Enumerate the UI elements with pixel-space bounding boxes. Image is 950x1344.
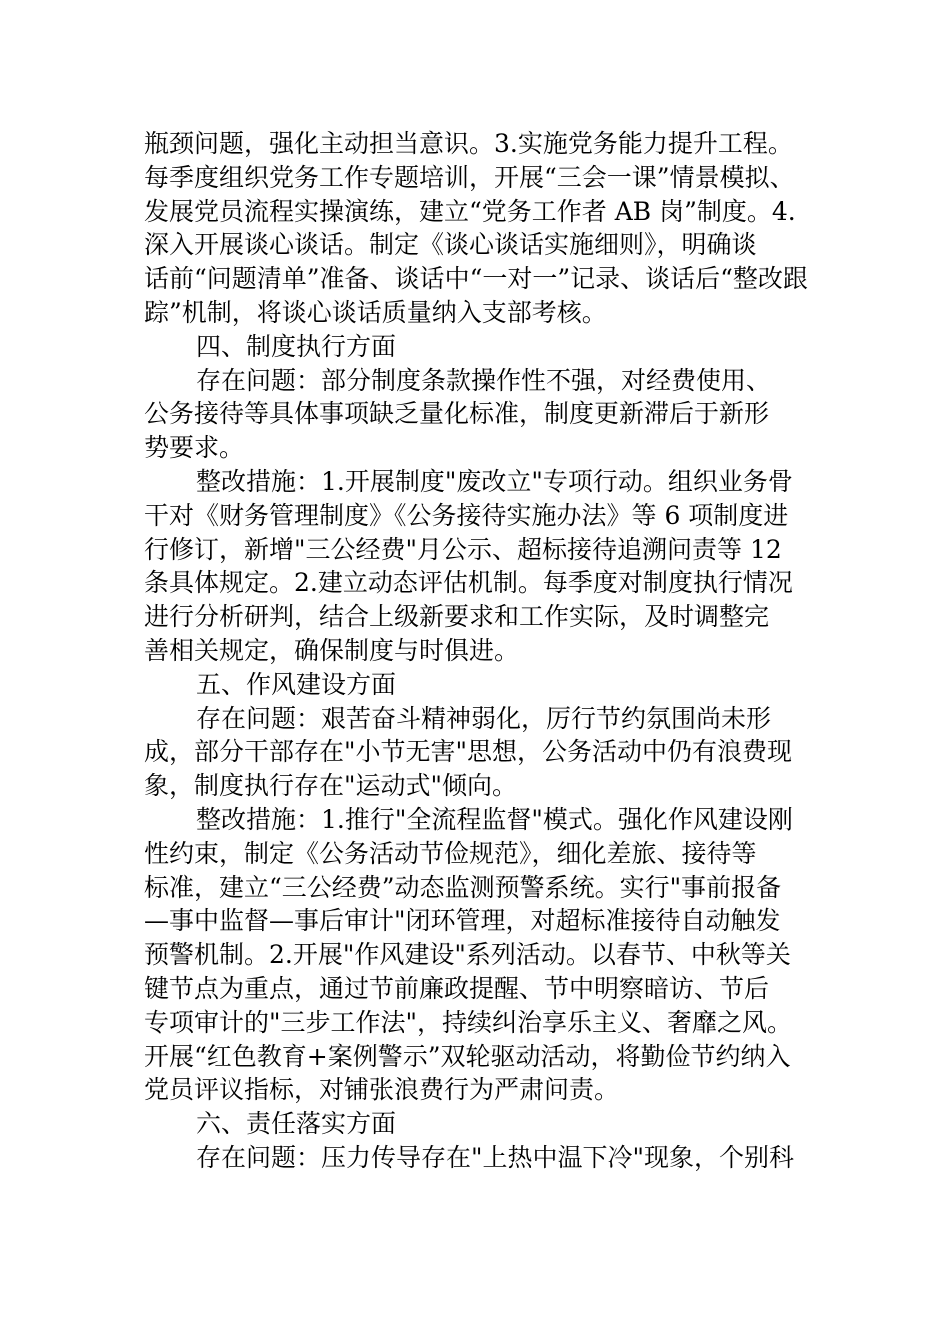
text-line: 瓶颈问题，强化主动担当意识。3.实施党务能力提升工程。: [144, 129, 793, 158]
text-line: 党员评议指标，对铺张浪费行为严肃问责。: [144, 1075, 620, 1105]
text-line: 势要求。: [144, 433, 245, 463]
text-line: 话前“问题清单”准备、谈话中“一对一”记录、谈话后“整改跟: [144, 264, 808, 294]
text-line: 五、作风建设方面: [196, 669, 397, 699]
text-line: 存在问题：部分制度条款操作性不强，对经费使用、: [196, 365, 772, 395]
text-line: 六、责任落实方面: [196, 1109, 397, 1139]
text-line: 性约束，制定《公务活动节俭规范》，细化差旅、接待等: [144, 838, 757, 868]
text-line: 每季度组织党务工作专题培训，开展“三会一课”情景模拟、: [144, 162, 795, 192]
text-line: 存在问题：压力传导存在"上热中温下冷"现象，个别科: [196, 1142, 795, 1172]
text-line: 踪”机制，将谈心谈话质量纳入支部考核。: [144, 297, 607, 327]
text-line: 存在问题：艰苦奋斗精神弱化，厉行节约氛围尚未形: [196, 703, 772, 733]
text-line: 专项审计的"三步工作法"，持续纠治享乐主义、奢靡之风。: [144, 1007, 793, 1037]
text-line: 干对《财务管理制度》《公务接待实施办法》等 6 项制度进: [144, 500, 789, 530]
text-line: 条具体规定。2.建立动态评估机制。每季度对制度执行情况: [144, 568, 793, 598]
document-body: [144, 127, 808, 1175]
text-line: 象，制度执行存在"运动式"倾向。: [144, 771, 517, 801]
text-line: 键节点为重点，通过节前廉政提醒、节中明察暗访、节后: [144, 973, 770, 1003]
text-line: 善相关规定，确保制度与时俱进。: [144, 635, 520, 665]
text-line: 公务接待等具体事项缺乏量化标准，制度更新滞后于新形: [144, 399, 770, 429]
text-line: 整改措施：1.推行"全流程监督"模式。强化作风建设刚: [196, 804, 793, 834]
text-line: —事中监督—事后审计"闭环管理，对超标准接待自动触发: [144, 906, 781, 936]
text-line: 标准，建立“三公经费”动态监测预警系统。实行"事前报备: [144, 872, 782, 902]
text-line: 整改措施：1.开展制度"废改立"专项行动。组织业务骨: [196, 466, 793, 496]
text-line: 行修订，新增"三公经费"月公示、超标接待追溯问责等 12: [144, 534, 782, 564]
text-line: 进行分析研判，结合上级新要求和工作实际，及时调整完: [144, 602, 770, 632]
text-line: 深入开展谈心谈话。制定《谈心谈话实施细则》，明确谈: [144, 230, 757, 260]
text-line: 预警机制。2.开展"作风建设"系列活动。以春节、中秋等关: [144, 940, 791, 970]
text-line: 四、制度执行方面: [196, 331, 397, 361]
text-line: 成，部分干部存在"小节无害"思想，公务活动中仍有浪费现: [144, 737, 793, 767]
text-line: 发展党员流程实操演练，建立“党务工作者 AB 岗”制度。4.: [144, 196, 796, 226]
text-line: 开展“红色教育+案例警示”双轮驱动活动，将勤俭节约纳入: [144, 1041, 791, 1071]
